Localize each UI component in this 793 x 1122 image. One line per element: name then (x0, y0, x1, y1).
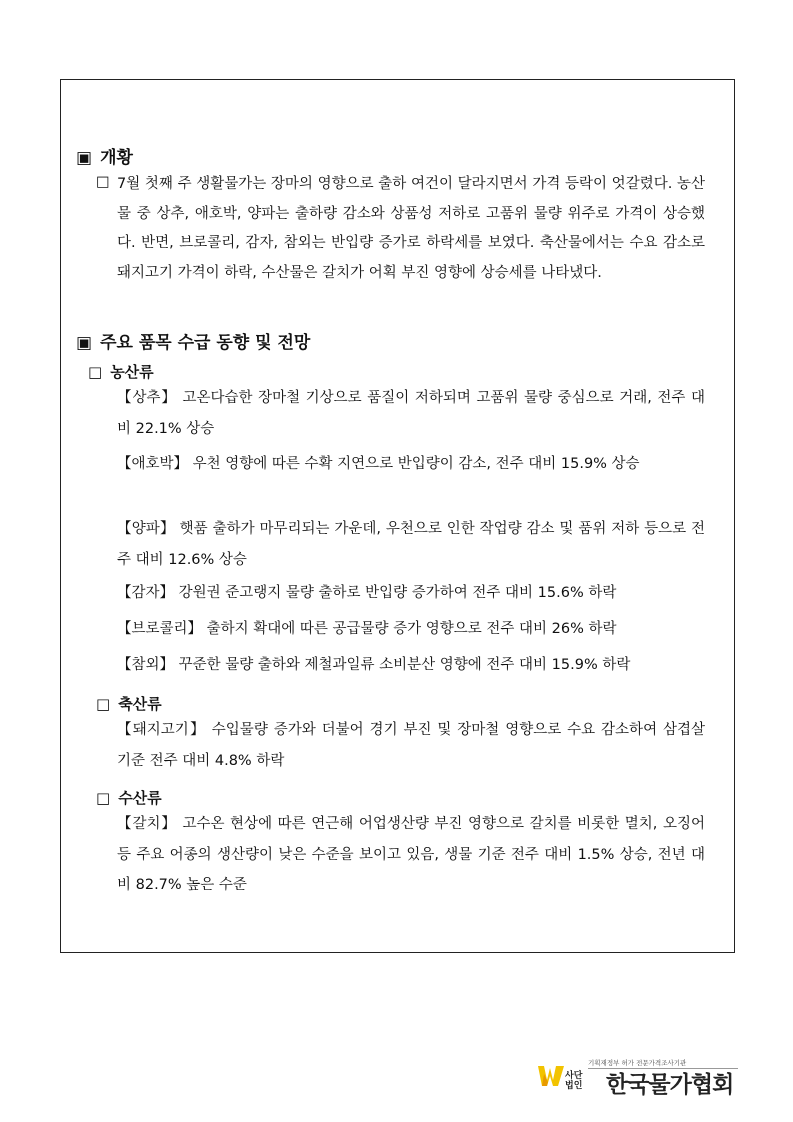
item-melon: 【참외】 꾸준한 물량 출하와 제철과일류 소비분산 영향에 전주 대비 15.9% 하락 (117, 657, 631, 673)
heading-marker-icon: ▣ (76, 333, 93, 353)
org-tagline: 기획재정부 허가 전문가격조사기관 (588, 1059, 687, 1067)
item-lettuce: 【상추】 고온다습한 장마철 기상으로 품질이 저하되며 고품위 물량 중심으로 거래, 전주 대비 22.1% 상승 (117, 390, 705, 437)
item-potato: 【감자】 강원권 준고랭지 물량 출하로 반입량 증가하여 전주 대비 15.6% 하락 (117, 585, 617, 601)
section-title-agri: □ 농산류 (88, 363, 154, 381)
trends-heading (76, 328, 310, 353)
section-bullet-icon: □ (96, 789, 111, 807)
overview-title: 개황 (100, 148, 133, 168)
item-zucchini: 【애호박】 우천 영향에 따른 수확 지연으로 반입량이 감소, 전주 대비 15.9% 상승 (117, 456, 640, 472)
org-logo (538, 1058, 738, 1098)
section-title-livestock: □ 축산류 (96, 695, 162, 713)
org-type: 사단법인 (565, 1071, 583, 1091)
overview-bullet-icon: □ (96, 174, 110, 190)
item-pork: 【돼지고기】 수입물량 증가와 더불어 경기 부진 및 장마철 영향으로 수요 감소하여 삼겹살 기준 전주 대비 4.8% 하락 (117, 722, 705, 769)
org-name: 한국물가협회 (606, 1072, 734, 1098)
heading-marker-icon: ▣ (76, 148, 93, 168)
item-broccoli: 【브로콜리】 출하지 확대에 따른 공급물량 증가 영향으로 전주 대비 26% 하락 (117, 621, 617, 637)
overview-text: 7월 첫째 주 생활물가는 장마의 영향으로 출하 여건이 달라지면서 가격 등락이 엇갈렸다. 농산물 중 상추, 애호박, 양파는 출하량 감소와 상품성 저하로 고품위 물량 위주로 가격이 상승했다. 반면, 브로콜리, 감자, 참외는 반입량 증가로 하락세를 보였다. 축산물에서는 수요 감소로 돼지고기 가격이 하락, 수산물은 갈치가 어획 부진 영향에 상승세를 나타냈다. (117, 176, 705, 281)
trends-title: 주요 품목 수급 동향 및 전망 (100, 333, 311, 353)
overview-heading (76, 143, 133, 168)
section-title-fishery: □ 수산류 (96, 789, 162, 807)
section-bullet-icon: □ (88, 363, 103, 381)
org-logo-icon (538, 1062, 564, 1088)
section-bullet-icon: □ (96, 695, 111, 713)
item-hairtail: 【갈치】 고수온 현상에 따른 연근해 어업생산량 부진 영향으로 갈치를 비롯한 멸치, 오징어 등 주요 어종의 생산량이 낮은 수준을 보이고 있음, 생물 기준 전주 대비 1.5% 상승, 전년 대비 82.7% 높은 수준 (117, 816, 705, 893)
item-onion: 【양파】 햇품 출하가 마무리되는 가운데, 우천으로 인한 작업량 감소 및 품위 저하 등으로 전주 대비 12.6% 상승 (117, 521, 705, 568)
